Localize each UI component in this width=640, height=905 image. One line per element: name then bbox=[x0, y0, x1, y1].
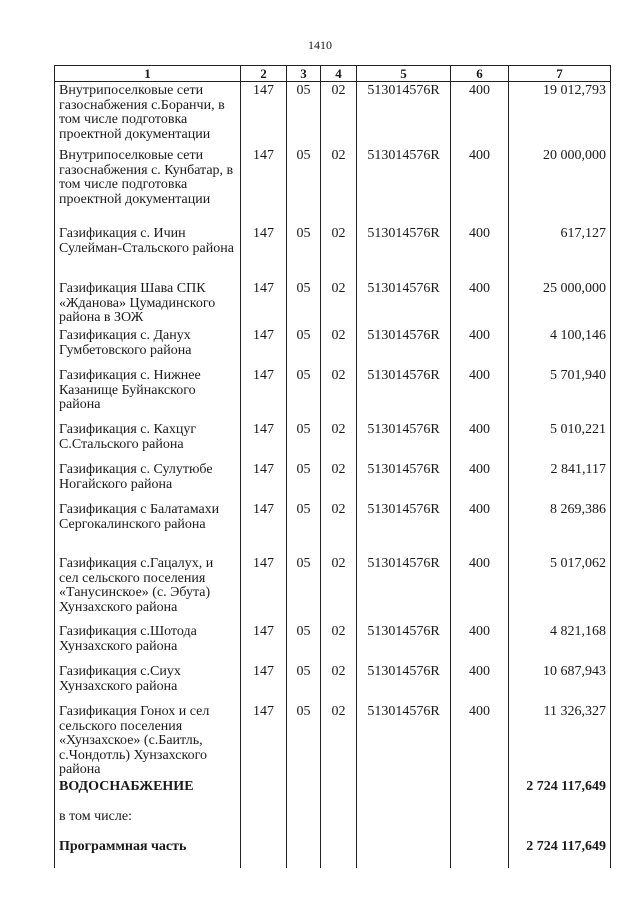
code-col-3: 05 bbox=[287, 327, 321, 367]
header-row bbox=[55, 66, 611, 82]
code-col-6: 400 bbox=[451, 147, 509, 225]
item-name: Газификация с Балатамахи Сергокалинского района bbox=[55, 501, 241, 555]
amount-cell: 8 269,386 bbox=[509, 501, 611, 555]
header-col-7: 7 bbox=[509, 66, 611, 82]
code-col-2: 147 bbox=[241, 327, 287, 367]
header-col-1: 1 bbox=[55, 66, 241, 82]
table-row bbox=[55, 147, 611, 225]
code-col-2: 147 bbox=[241, 147, 287, 225]
code-col-5: 513014576R bbox=[357, 421, 451, 461]
code-col-6: 400 bbox=[451, 663, 509, 703]
code-col-6: 400 bbox=[451, 501, 509, 555]
amount-cell: 617,127 bbox=[509, 225, 611, 280]
code-col-3: 05 bbox=[287, 280, 321, 327]
code-col-3: 05 bbox=[287, 623, 321, 663]
code-col-3: 05 bbox=[287, 461, 321, 501]
item-name: Газификация с.Сиух Хунзахского района bbox=[55, 663, 241, 703]
summary-amount: 2 724 117,649 bbox=[509, 838, 611, 868]
item-name: Газификация с.Шотода Хунзахского района bbox=[55, 623, 241, 663]
code-col-5: 513014576R bbox=[357, 501, 451, 555]
code-col-4: 02 bbox=[321, 327, 357, 367]
item-name: Газификация Гонох и сел сельского поселения «Хунзахское» (с.Баитль, с.Чондотль) Хунзахского района bbox=[55, 703, 241, 778]
table-row bbox=[55, 280, 611, 327]
code-col-6: 400 bbox=[451, 327, 509, 367]
code-col-5: 513014576R bbox=[357, 461, 451, 501]
code-col-4: 02 bbox=[321, 501, 357, 555]
item-name: Газификация с. Ичин Сулейман-Стальского района bbox=[55, 225, 241, 280]
table-row bbox=[55, 703, 611, 778]
code-col-5: 513014576R bbox=[357, 555, 451, 623]
code-col-6: 400 bbox=[451, 367, 509, 421]
code-col-2: 147 bbox=[241, 663, 287, 703]
item-name: Внутрипоселковые сети газоснабжения с. Кунбатар, в том числе подготовка проектной документации bbox=[55, 147, 241, 225]
summary-name: ВОДОСНАБЖЕНИЕ bbox=[55, 778, 241, 808]
item-name: Газификация с.Гацалух, и сел сельского поселения «Танусинское» (с. Эбута) Хунзахского района bbox=[55, 555, 241, 623]
code-col-3: 05 bbox=[287, 555, 321, 623]
code-col-5: 513014576R bbox=[357, 663, 451, 703]
summary-row-including bbox=[55, 808, 611, 838]
code-col-5: 513014576R bbox=[357, 147, 451, 225]
code-col-2: 147 bbox=[241, 82, 287, 148]
item-name: Газификация с. Нижнее Казанище Буйнакского района bbox=[55, 367, 241, 421]
code-col-4: 02 bbox=[321, 147, 357, 225]
code-col-5: 513014576R bbox=[357, 703, 451, 778]
code-col-5: 513014576R bbox=[357, 623, 451, 663]
code-col-6: 400 bbox=[451, 555, 509, 623]
item-name: Газификация с. Данух Гумбетовского района bbox=[55, 327, 241, 367]
header-col-5: 5 bbox=[357, 66, 451, 82]
page-number: 1410 bbox=[308, 38, 332, 52]
code-col-4: 02 bbox=[321, 555, 357, 623]
code-col-4: 02 bbox=[321, 82, 357, 148]
table-row bbox=[55, 663, 611, 703]
code-col-3: 05 bbox=[287, 82, 321, 148]
code-col-2: 147 bbox=[241, 501, 287, 555]
code-col-6: 400 bbox=[451, 82, 509, 148]
code-col-3: 05 bbox=[287, 663, 321, 703]
amount-cell: 19 012,793 bbox=[509, 82, 611, 148]
amount-cell: 4 821,168 bbox=[509, 623, 611, 663]
code-col-4: 02 bbox=[321, 367, 357, 421]
code-col-6: 400 bbox=[451, 623, 509, 663]
code-col-5: 513014576R bbox=[357, 280, 451, 327]
code-col-4: 02 bbox=[321, 225, 357, 280]
table-row bbox=[55, 327, 611, 367]
table-row bbox=[55, 461, 611, 501]
table-header bbox=[55, 66, 611, 82]
table-row bbox=[55, 82, 611, 148]
table-row bbox=[55, 623, 611, 663]
summary-name: Программная часть bbox=[55, 838, 241, 868]
code-col-4: 02 bbox=[321, 280, 357, 327]
item-name: Газификация с. Сулутюбе Ногайского района bbox=[55, 461, 241, 501]
summary-name: в том числе: bbox=[55, 808, 241, 838]
amount-cell: 5 017,062 bbox=[509, 555, 611, 623]
code-col-3: 05 bbox=[287, 421, 321, 461]
header-col-4: 4 bbox=[321, 66, 357, 82]
code-col-4: 02 bbox=[321, 663, 357, 703]
table-row bbox=[55, 421, 611, 461]
item-name: Газификация с. Кахцуг С.Стальского района bbox=[55, 421, 241, 461]
code-col-3: 05 bbox=[287, 367, 321, 421]
amount-cell: 5 701,940 bbox=[509, 367, 611, 421]
code-col-6: 400 bbox=[451, 225, 509, 280]
summary-row-water-supply bbox=[55, 778, 611, 808]
code-col-2: 147 bbox=[241, 225, 287, 280]
table-body bbox=[55, 82, 611, 868]
code-col-6: 400 bbox=[451, 280, 509, 327]
code-col-3: 05 bbox=[287, 147, 321, 225]
code-col-6: 400 bbox=[451, 703, 509, 778]
amount-cell: 25 000,000 bbox=[509, 280, 611, 327]
table-row bbox=[55, 225, 611, 280]
code-col-6: 400 bbox=[451, 461, 509, 501]
code-col-2: 147 bbox=[241, 703, 287, 778]
amount-cell: 2 841,117 bbox=[509, 461, 611, 501]
budget-table bbox=[54, 65, 611, 868]
code-col-4: 02 bbox=[321, 703, 357, 778]
header-col-6: 6 bbox=[451, 66, 509, 82]
code-col-4: 02 bbox=[321, 421, 357, 461]
code-col-5: 513014576R bbox=[357, 225, 451, 280]
header-col-2: 2 bbox=[241, 66, 287, 82]
code-col-2: 147 bbox=[241, 461, 287, 501]
code-col-5: 513014576R bbox=[357, 82, 451, 148]
code-col-2: 147 bbox=[241, 555, 287, 623]
summary-amount bbox=[509, 808, 611, 838]
item-name: Внутрипоселковые сети газоснабжения с.Боранчи, в том числе подготовка проектной документации bbox=[55, 82, 241, 148]
summary-amount: 2 724 117,649 bbox=[509, 778, 611, 808]
table-row bbox=[55, 367, 611, 421]
amount-cell: 20 000,000 bbox=[509, 147, 611, 225]
table-row bbox=[55, 555, 611, 623]
table-row bbox=[55, 501, 611, 555]
amount-cell: 4 100,146 bbox=[509, 327, 611, 367]
amount-cell: 10 687,943 bbox=[509, 663, 611, 703]
code-col-2: 147 bbox=[241, 367, 287, 421]
code-col-2: 147 bbox=[241, 280, 287, 327]
summary-row-program-part bbox=[55, 838, 611, 868]
code-col-3: 05 bbox=[287, 501, 321, 555]
amount-cell: 5 010,221 bbox=[509, 421, 611, 461]
amount-cell: 11 326,327 bbox=[509, 703, 611, 778]
code-col-6: 400 bbox=[451, 421, 509, 461]
code-col-4: 02 bbox=[321, 623, 357, 663]
code-col-3: 05 bbox=[287, 225, 321, 280]
code-col-5: 513014576R bbox=[357, 327, 451, 367]
code-col-5: 513014576R bbox=[357, 367, 451, 421]
header-col-3: 3 bbox=[287, 66, 321, 82]
code-col-2: 147 bbox=[241, 421, 287, 461]
code-col-3: 05 bbox=[287, 703, 321, 778]
code-col-2: 147 bbox=[241, 623, 287, 663]
item-name: Газификация Шава СПК «Жданова» Цумадинского района в ЗОЖ bbox=[55, 280, 241, 327]
code-col-4: 02 bbox=[321, 461, 357, 501]
